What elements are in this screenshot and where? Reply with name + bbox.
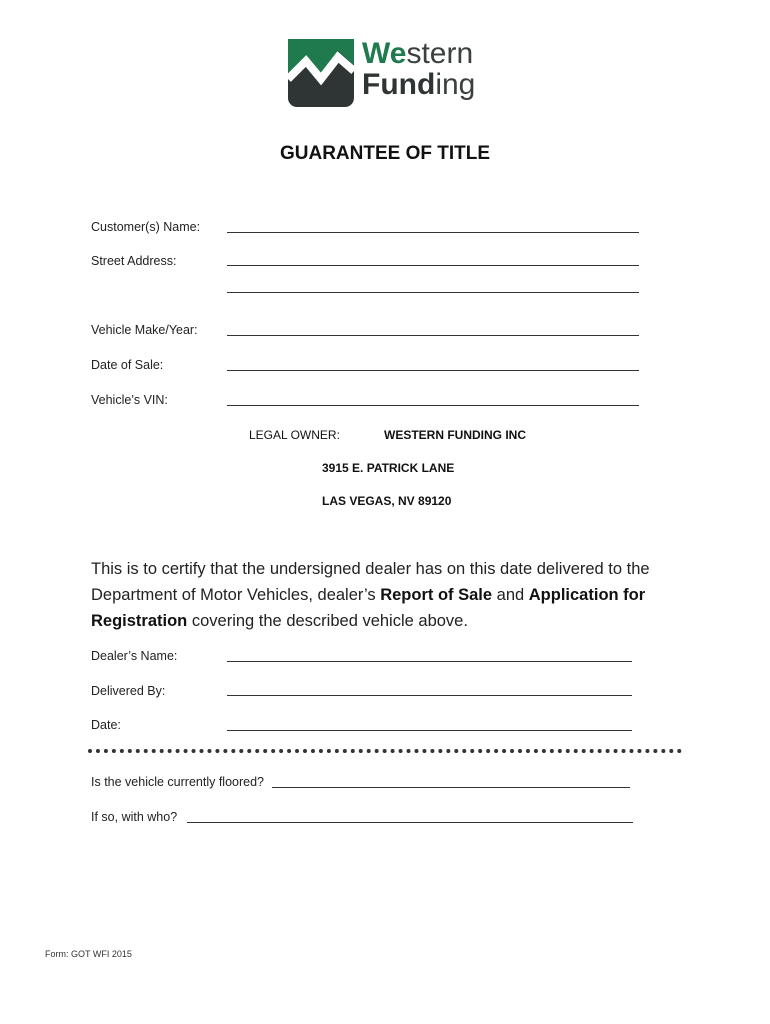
logo-text-fund: Fund [362, 68, 436, 101]
certification-report-of-sale: Report of Sale [380, 586, 493, 604]
delivered-by-field[interactable] [227, 695, 632, 696]
delivered-by-label: Delivered By: [91, 684, 166, 698]
logo-text-ing: ing [435, 68, 476, 101]
vehicle-vin-label: Vehicle’s VIN: [91, 393, 168, 407]
legal-owner-label: LEGAL OWNER: [249, 428, 340, 442]
floored-question-label: Is the vehicle currently floored? [91, 775, 265, 789]
legal-owner-street: 3915 E. PATRICK LANE [322, 461, 455, 475]
street-address-field-line2[interactable] [227, 292, 639, 293]
customer-name-label: Customer(s) Name: [91, 220, 201, 234]
vehicle-make-year-field[interactable] [227, 335, 639, 336]
certification-text-3: covering the described vehicle above. [187, 612, 468, 630]
dealer-name-label: Dealer’s Name: [91, 649, 178, 663]
floored-answer-field[interactable] [272, 787, 630, 788]
logo-wordmark [362, 38, 475, 100]
floored-with-who-label: If so, with who? [91, 810, 178, 824]
certification-application: Application for Registration [91, 586, 646, 630]
certification-statement [91, 556, 691, 634]
page-title: GUARANTEE OF TITLE [279, 143, 491, 164]
legal-owner-name: WESTERN FUNDING INC [384, 428, 526, 442]
street-address-field-line1[interactable] [227, 265, 639, 266]
floored-with-who-field[interactable] [187, 822, 633, 823]
date-of-sale-field[interactable] [227, 370, 639, 371]
logo-text-we: We [362, 37, 407, 70]
vehicle-make-year-label: Vehicle Make/Year: [91, 323, 198, 337]
date-label: Date: [91, 718, 121, 732]
vehicle-vin-field[interactable] [227, 405, 639, 406]
date-of-sale-label: Date of Sale: [91, 358, 164, 372]
date-field[interactable] [227, 730, 632, 731]
street-address-label: Street Address: [91, 254, 177, 268]
certification-text-1: This is to certify that the undersigned dealer has on this date delivered to the Department of Motor Vehicles, dealer’s [91, 560, 650, 604]
dotted-divider [88, 749, 682, 753]
dealer-name-field[interactable] [227, 661, 632, 662]
customer-name-field[interactable] [227, 232, 639, 233]
certification-text-2: and [492, 586, 529, 604]
western-funding-logo-icon [288, 39, 354, 107]
form-footer-code: Form: GOT WFI 2015 [45, 949, 132, 959]
logo-text-stern: stern [406, 37, 474, 70]
legal-owner-city: LAS VEGAS, NV 89120 [322, 494, 452, 508]
